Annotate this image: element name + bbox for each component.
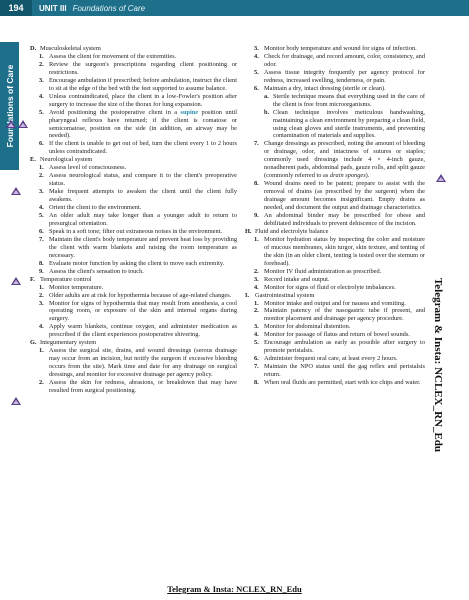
list-item: 4. Orient the client to the environment.: [39, 204, 142, 212]
list-item: 9. Assess the client's sensation to touch.: [39, 267, 144, 275]
list-item: 4. Monitor for signs of fluid or electrolyte imbalances.: [254, 283, 396, 291]
list-item: 9. An abdominal binder may be prescribed for obese and debilitated individuals to prevent dehiscence of the incision.: [254, 212, 425, 227]
priority-triangle-icon: [11, 187, 21, 195]
list-item: 8. When oral fluids are permitted, start with ice chips and water.: [254, 379, 421, 387]
list-item: 6. Speak in a soft tone; filter out extraneous noises in the environment.: [39, 227, 223, 235]
section-i-heading: I. Gastrointestinal system: [245, 292, 425, 300]
list-item: 7. Maintain the NPO status until the gag reflex and peristalsis return.: [254, 363, 425, 379]
list-item: 8. Wound drains need to be patent; prepare to assist with the removal of drains (as prescribed by the surgeon) when the drainage amount becomes insignificant. Empty drains as needed, and document the output and drainage characteristics.: [254, 180, 425, 212]
list-item: 3. Make frequent attempts to awaken the client until the client fully awakens.: [39, 188, 237, 204]
section-title: Integumentary system: [40, 339, 97, 347]
section-title: Fluid and electrolyte balance: [255, 227, 329, 235]
list-item: 2. Maintain patency of the nasogastric tube if present, and monitor placement and drainage per agency procedure.: [254, 307, 425, 323]
list-item: 5. Avoid positioning the postoperative client in a supine position until pharyngeal reflexes have returned; if the client is comatose or semicomatose, position on the side (in addition, an airway may be needed).: [39, 108, 237, 140]
list-item: 1. Assess the surgical site, drains, and wound dressings (serous drainage may occur from an incision, but notify the surgeon if excessive bleeding occurs from the site). Mark time and date for any drainage on surgical dressings, and monitor for excessive drainage per agency policy.: [39, 347, 237, 379]
section-h-heading: H. Fluid and electrolyte balance: [245, 228, 425, 236]
list-item: 3. Monitor body temperature and wound for signs of infection.: [254, 45, 417, 52]
list-item: 2. Assess neurological status, and compare it to the client's preoperative status.: [39, 172, 237, 188]
sub-list-item: b. Clean technique involves meticulous handwashing, maintaining a clean environment by preparing a clean field, using clean gloves and sterile instruments, and preventing contamination of materials and supplies.: [264, 108, 425, 140]
sub-list-item: a. Sterile technique means that everything used in the care of the client is free from microorganisms.: [264, 92, 425, 108]
list-item: 6. Maintain a dry, intact dressing (sterile or clean).: [254, 84, 386, 92]
list-item: 1. Monitor temperature.: [39, 283, 104, 291]
left-column: [30, 45, 237, 395]
list-item: 1. Assess level of consciousness.: [39, 164, 127, 172]
list-item: 3. Record intake and output.: [254, 275, 330, 283]
list-item: 4. Unless contraindicated, place the client in a low-Fowler's position after surgery to increase the size of the thorax for lung expansion.: [39, 92, 237, 108]
list-item: 4. Check for drainage, and record amount, color, consistency, and odor.: [254, 52, 425, 68]
list-item: 2. Older adults are at risk for hypothermia because of age-related changes.: [39, 291, 232, 299]
section-title: Neurological system: [40, 156, 93, 164]
list-item: 4. Apply warm blankets, continue oxygen, and administer medication as prescribed if the client experiences postoperative shivering.: [39, 323, 237, 339]
watermark-side: Telegram & Insta: NCLEX_RN_Edu: [432, 277, 444, 453]
list-item: 6. Administer frequent oral care, at least every 2 hours.: [254, 355, 398, 363]
list-item: 6. If the client is unable to get out of bed, turn the client every 1 to 2 hours unless contraindicated.: [39, 140, 237, 156]
list-item: 7. Maintain the client's body temperature and prevent heat loss by providing the client with warm blankets and raising the room temperature as necessary.: [39, 235, 237, 259]
list-item: 2. Monitor IV fluid administration as prescribed.: [254, 267, 382, 275]
priority-triangle-icon: [6, 120, 16, 128]
priority-triangle-icon: [11, 277, 21, 285]
priority-triangle-icon: [436, 174, 446, 182]
unit-label: UNIT III: [39, 3, 67, 13]
section-title: Musculoskeletal system: [40, 45, 101, 52]
list-item: 3. Monitor for abdominal distention.: [254, 323, 351, 331]
section-e-heading: E. Neurological system: [30, 156, 237, 164]
side-tab-label: Foundations of Care: [4, 64, 15, 148]
highlighted-term: supine: [180, 108, 199, 116]
section-title: Gastrointestinal system: [255, 291, 315, 299]
watermark-bottom: Telegram & Insta: NCLEX_RN_Edu: [167, 584, 302, 594]
list-item: 5. Assess tissue integrity frequently per agency protocol for redness, increased swelling, tenderness, or pain.: [254, 68, 425, 84]
page-number: 194: [0, 0, 32, 16]
list-item: 1. Monitor intake and output and for nausea and vomiting.: [254, 299, 406, 307]
list-item: 2. Assess the skin for redness, abrasions, or breakdown that may have resulted from surgical positioning.: [39, 379, 237, 394]
priority-triangle-icon: [11, 397, 21, 405]
right-column: [245, 45, 425, 387]
section-f-heading: F. Temperature control: [30, 276, 237, 284]
page-header: [0, 0, 469, 16]
section-g-heading: G. Integumentary system: [30, 339, 237, 347]
list-item: 1. Monitor hydration status by inspecting the color and moisture of mucous membranes, skin turgor, skin texture, and tenting of the skin (in an older client, tenting is tested over the sternum or forehead).: [254, 235, 425, 267]
chapter-title: Foundations of Care: [72, 3, 146, 13]
list-item: 4. Monitor for passage of flatus and return of bowel sounds.: [254, 331, 410, 339]
list-item: 1. Assess the client for movement of the extremities.: [39, 52, 177, 60]
section-title: Temperature control: [40, 275, 92, 283]
list-item: 3. Encourage ambulation if prescribed; before ambulation, instruct the client to sit at the edge of the bed with the feet supported to assume balance.: [39, 76, 237, 92]
list-item: 2. Review the surgeon's prescriptions regarding client positioning or restrictions.: [39, 60, 237, 76]
section-d-heading: D. Musculoskeletal system: [30, 45, 237, 53]
list-item: 3. Monitor for signs of hypothermia that may result from anesthesia, a cool operating room, or exposure of the skin and internal organs during surgery.: [39, 299, 237, 323]
list-item: 7. Change dressings as prescribed, noting the amount of bleeding or drainage, odor, and intactness of sutures or staples; commonly used dressings include 4 × 4-inch gauze, nonadherent pads, abdominal pads, gauze rolls, and split gauze (commonly referred to as drain sponges).: [254, 140, 425, 180]
side-tab: [0, 42, 19, 170]
list-item: 8. Evaluate motor function by asking the client to move each extremity.: [39, 259, 225, 267]
list-item: 5. Encourage ambulation as early as possible after surgery to promote peristalsis.: [254, 339, 425, 355]
priority-triangle-icon: [18, 120, 28, 128]
list-item: 5. An older adult may take longer than a younger adult to return to presurgical orientation.: [39, 212, 237, 227]
